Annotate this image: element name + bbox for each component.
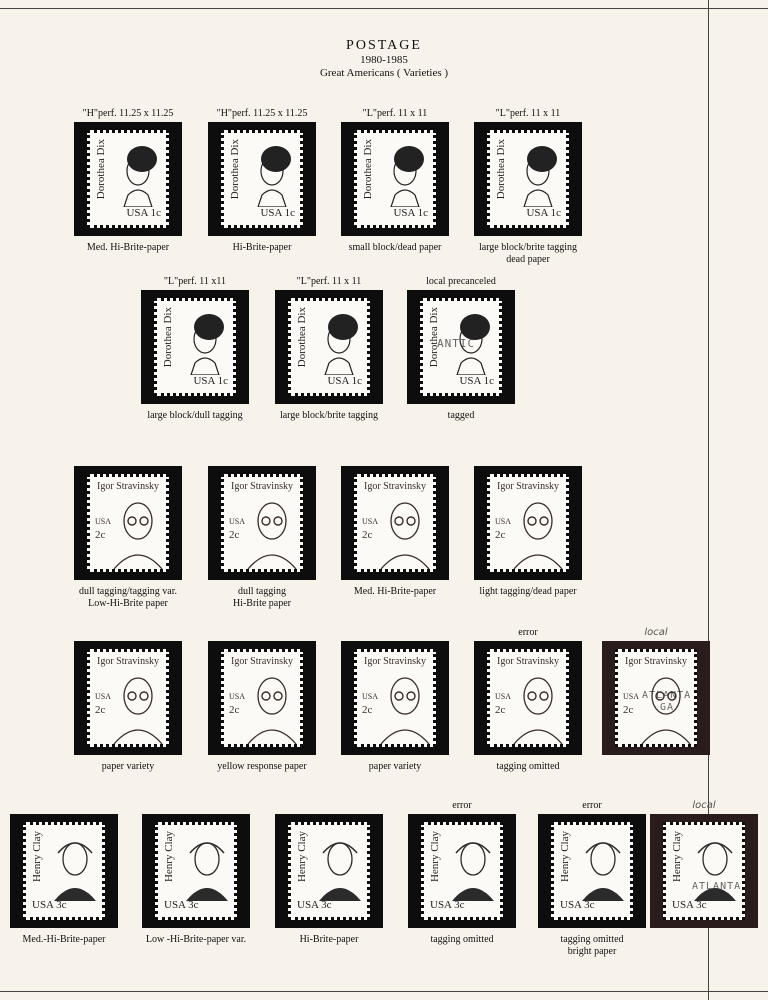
variety-label: Med. Hi-Brite-paper: [353, 586, 437, 597]
stamp-mount: [341, 466, 449, 580]
precancel-city: ATLANTA: [642, 690, 692, 701]
stamp-name: Igor Stravinsky: [497, 656, 559, 667]
stamp-name: Igor Stravinsky: [364, 656, 426, 667]
stamp-igor-stravinsky: [487, 474, 569, 572]
variety-label: [522, 934, 662, 958]
portrait-dix-icon: [512, 141, 564, 207]
error-label: error: [452, 800, 472, 811]
stamp-mount: [208, 122, 316, 236]
stamp-denomination: 2c: [623, 704, 634, 716]
stamp-name: Henry Clay: [671, 831, 683, 883]
portrait-dix-icon: [313, 309, 365, 375]
variety-label-line1: dull tagging/tagging var.: [78, 586, 178, 597]
stamp-cell: [392, 800, 532, 946]
stamp-mount: [208, 466, 316, 580]
error-label: error: [582, 800, 602, 811]
perf-label: "L"perf. 11 x 11: [495, 108, 561, 119]
stamp-cell: [522, 800, 662, 958]
stamp-denomination: 2c: [229, 704, 240, 716]
stamp-henry-clay: [551, 822, 633, 920]
variety-label: tagging omitted: [496, 761, 560, 772]
stamp-denomination: 2c: [95, 529, 106, 541]
perf-label: "L"perf. 11 x11: [163, 276, 227, 287]
variety-label-line2: Hi-Brite paper: [232, 598, 292, 609]
portrait-clay-icon: [576, 831, 630, 901]
stamp-mount: [74, 466, 182, 580]
variety-label: paper variety: [101, 761, 155, 772]
perf-label: "H"perf. 11.25 x 11.25: [82, 108, 174, 119]
stamp-dorothea-dix: [87, 130, 169, 228]
stamp-dorothea-dix: [221, 130, 303, 228]
variety-label-line2: Low-Hi-Brite paper: [88, 598, 168, 609]
stamp-denomination: USA 1c: [126, 207, 161, 219]
stamp-mount: [538, 814, 646, 928]
variety-label: [458, 242, 598, 266]
stamp-name: Henry Clay: [296, 831, 308, 883]
stamp-cell: [0, 814, 134, 946]
variety-label: Med. Hi-Brite-paper: [86, 242, 170, 253]
stamp-name: Igor Stravinsky: [97, 481, 159, 492]
stamp-mount: [10, 814, 118, 928]
stamp-name: Dorothea Dix: [296, 307, 308, 368]
stamp-cell: [259, 276, 399, 422]
stamp-name: Dorothea Dix: [229, 139, 241, 200]
variety-label: Hi-Brite-paper: [299, 934, 359, 945]
stamp-cell: [192, 641, 332, 773]
variety-label-line1: dull tagging: [237, 586, 287, 597]
stamp-denomination: 2c: [229, 529, 240, 541]
stamp-denomination: 2c: [362, 704, 373, 716]
stamp-name: Henry Clay: [559, 831, 571, 883]
stamp-denomination: USA 3c: [164, 899, 199, 911]
stamp-mount: [275, 290, 383, 404]
portrait-clay-icon: [446, 831, 500, 901]
stamp-denomination: USA 3c: [32, 899, 67, 911]
stamp-mount: [341, 122, 449, 236]
portrait-stravinsky-icon: [510, 670, 566, 744]
portrait-dix-icon: [179, 309, 231, 375]
stamp-cell: [58, 466, 198, 610]
stamp-dorothea-dix: [354, 130, 436, 228]
variety-label-line2: dead paper: [506, 254, 550, 265]
stamp-dorothea-dix: [154, 298, 236, 396]
stamp-cell: [391, 276, 531, 422]
stamp-country: USA: [495, 517, 512, 526]
page-header: [0, 38, 768, 80]
perf-label: local precanceled: [426, 276, 496, 287]
stamp-name: Dorothea Dix: [495, 139, 507, 200]
precancel-state: GA: [660, 702, 675, 713]
stamp-mount: [142, 814, 250, 928]
page-years: 1980-1985: [360, 54, 408, 66]
stamp-denomination: USA 1c: [459, 375, 494, 387]
variety-label: tagging omitted: [430, 934, 494, 945]
stamp-name: Dorothea Dix: [428, 307, 440, 368]
stamp-country: USA: [362, 692, 379, 701]
handwritten-note: local: [692, 800, 716, 811]
portrait-dix-icon: [379, 141, 431, 207]
variety-label-line2: bright paper: [567, 946, 617, 957]
stamp-name: Igor Stravinsky: [231, 656, 293, 667]
stamp-denomination: USA 3c: [560, 899, 595, 911]
stamp-name: Henry Clay: [163, 831, 175, 883]
portrait-dix-icon: [246, 141, 298, 207]
stamp-igor-stravinsky: [87, 649, 169, 747]
portrait-stravinsky-icon: [377, 670, 433, 744]
portrait-clay-icon: [180, 831, 234, 901]
stamp-mount: [602, 641, 710, 755]
page-border-top: [0, 8, 768, 9]
variety-label: Low -Hi-Brite-paper var.: [145, 934, 247, 945]
stamp-name: Igor Stravinsky: [625, 656, 687, 667]
variety-label: Med.-Hi-Brite-paper: [22, 934, 106, 945]
variety-label: small block/dead paper: [348, 242, 442, 253]
stamp-cell: [458, 108, 598, 266]
stamp-name: Dorothea Dix: [362, 139, 374, 200]
stamp-denomination: USA 1c: [260, 207, 295, 219]
stamp-country: USA: [95, 517, 112, 526]
stamp-country: USA: [229, 692, 246, 701]
stamp-cell: [325, 641, 465, 773]
stamp-mount: [74, 641, 182, 755]
stamp-dorothea-dix-precancel: [420, 298, 502, 396]
stamp-mount: [275, 814, 383, 928]
stamp-denomination: 2c: [495, 704, 506, 716]
stamp-cell: [590, 627, 722, 755]
perf-label: "L"perf. 11 x 11: [362, 108, 428, 119]
stamp-cell: [325, 108, 465, 254]
stamp-mount: [141, 290, 249, 404]
handwritten-note: local: [644, 627, 668, 638]
stamp-denomination: USA 3c: [672, 899, 707, 911]
stamp-denomination: USA 3c: [297, 899, 332, 911]
stamp-denomination: USA 1c: [193, 375, 228, 387]
stamp-mount: [408, 814, 516, 928]
precancel-overprint: [642, 690, 691, 714]
stamp-henry-clay: [288, 822, 370, 920]
precancel-overprint: ANTIC: [437, 337, 476, 350]
stamp-country: USA: [495, 692, 512, 701]
stamp-name: Henry Clay: [429, 831, 441, 883]
stamp-mount: [474, 641, 582, 755]
stamp-denomination: USA 1c: [393, 207, 428, 219]
stamp-country: USA: [623, 692, 640, 701]
stamp-name: Igor Stravinsky: [497, 481, 559, 492]
variety-label: [58, 586, 198, 610]
page-subtitle: Great Americans ( Varieties ): [319, 67, 449, 79]
portrait-stravinsky-icon: [244, 495, 300, 569]
stamp-cell: [58, 641, 198, 773]
stamp-country: USA: [362, 517, 379, 526]
portrait-clay-icon: [313, 831, 367, 901]
error-label: error: [518, 627, 538, 638]
stamp-henry-clay: [23, 822, 105, 920]
variety-label: light tagging/dead paper: [479, 586, 577, 597]
stamp-dorothea-dix: [487, 130, 569, 228]
portrait-stravinsky-icon: [377, 495, 433, 569]
portrait-stravinsky-icon: [110, 670, 166, 744]
stamp-henry-clay: [421, 822, 503, 920]
stamp-henry-clay-local: [663, 822, 745, 920]
perf-label: "H"perf. 11.25 x 11.25: [216, 108, 308, 119]
variety-label: yellow response paper: [217, 761, 307, 772]
stamp-mount: [474, 122, 582, 236]
stamp-denomination: USA 1c: [526, 207, 561, 219]
stamp-name: Igor Stravinsky: [97, 656, 159, 667]
stamp-denomination: USA 1c: [327, 375, 362, 387]
stamp-igor-stravinsky: [487, 649, 569, 747]
stamp-cell: [125, 276, 265, 422]
stamp-cell: [458, 627, 598, 773]
stamp-name: Igor Stravinsky: [231, 481, 293, 492]
stamp-country: USA: [229, 517, 246, 526]
variety-label-line1: tagging omitted: [560, 934, 624, 945]
portrait-dix-icon: [112, 141, 164, 207]
stamp-igor-stravinsky-local: [615, 649, 697, 747]
portrait-stravinsky-icon: [510, 495, 566, 569]
stamp-denomination: 2c: [495, 529, 506, 541]
portrait-clay-icon: [48, 831, 102, 901]
stamp-cell: [325, 466, 465, 598]
stamp-mount: [650, 814, 758, 928]
stamp-mount: [407, 290, 515, 404]
stamp-mount: [74, 122, 182, 236]
stamp-dorothea-dix: [288, 298, 370, 396]
stamp-cell: [192, 108, 332, 254]
precancel-overprint: ATLANTA: [692, 881, 742, 892]
portrait-stravinsky-icon: [244, 670, 300, 744]
stamp-denomination: USA 3c: [430, 899, 465, 911]
variety-label-line1: large block/brite tagging: [478, 242, 578, 253]
stamp-denomination: 2c: [95, 704, 106, 716]
portrait-stravinsky-icon: [110, 495, 166, 569]
stamp-mount: [208, 641, 316, 755]
stamp-igor-stravinsky: [354, 649, 436, 747]
stamp-cell: [458, 466, 598, 598]
variety-label: Hi-Brite-paper: [232, 242, 292, 253]
stamp-denomination: 2c: [362, 529, 373, 541]
stamp-cell: [126, 814, 266, 946]
variety-label: paper variety: [368, 761, 422, 772]
stamp-name: Henry Clay: [31, 831, 43, 883]
variety-label: large block/brite tagging: [279, 410, 379, 421]
stamp-igor-stravinsky: [221, 649, 303, 747]
stamp-name: Dorothea Dix: [95, 139, 107, 200]
stamp-mount: [341, 641, 449, 755]
page-title: POSTAGE: [346, 38, 422, 53]
stamp-igor-stravinsky: [354, 474, 436, 572]
stamp-igor-stravinsky: [221, 474, 303, 572]
variety-label: large block/dull tagging: [147, 410, 243, 421]
stamp-country: USA: [95, 692, 112, 701]
stamp-cell: [58, 108, 198, 254]
stamp-henry-clay: [155, 822, 237, 920]
stamp-igor-stravinsky: [87, 474, 169, 572]
variety-label: [192, 586, 332, 610]
perf-label: "L"perf. 11 x 11: [296, 276, 362, 287]
stamp-cell: [192, 466, 332, 610]
stamp-cell: [642, 800, 766, 928]
stamp-name: Igor Stravinsky: [364, 481, 426, 492]
stamp-mount: [474, 466, 582, 580]
page-border-bottom: [0, 991, 768, 992]
stamp-name: Dorothea Dix: [162, 307, 174, 368]
variety-label: tagged: [447, 410, 475, 421]
stamp-cell: [259, 814, 399, 946]
